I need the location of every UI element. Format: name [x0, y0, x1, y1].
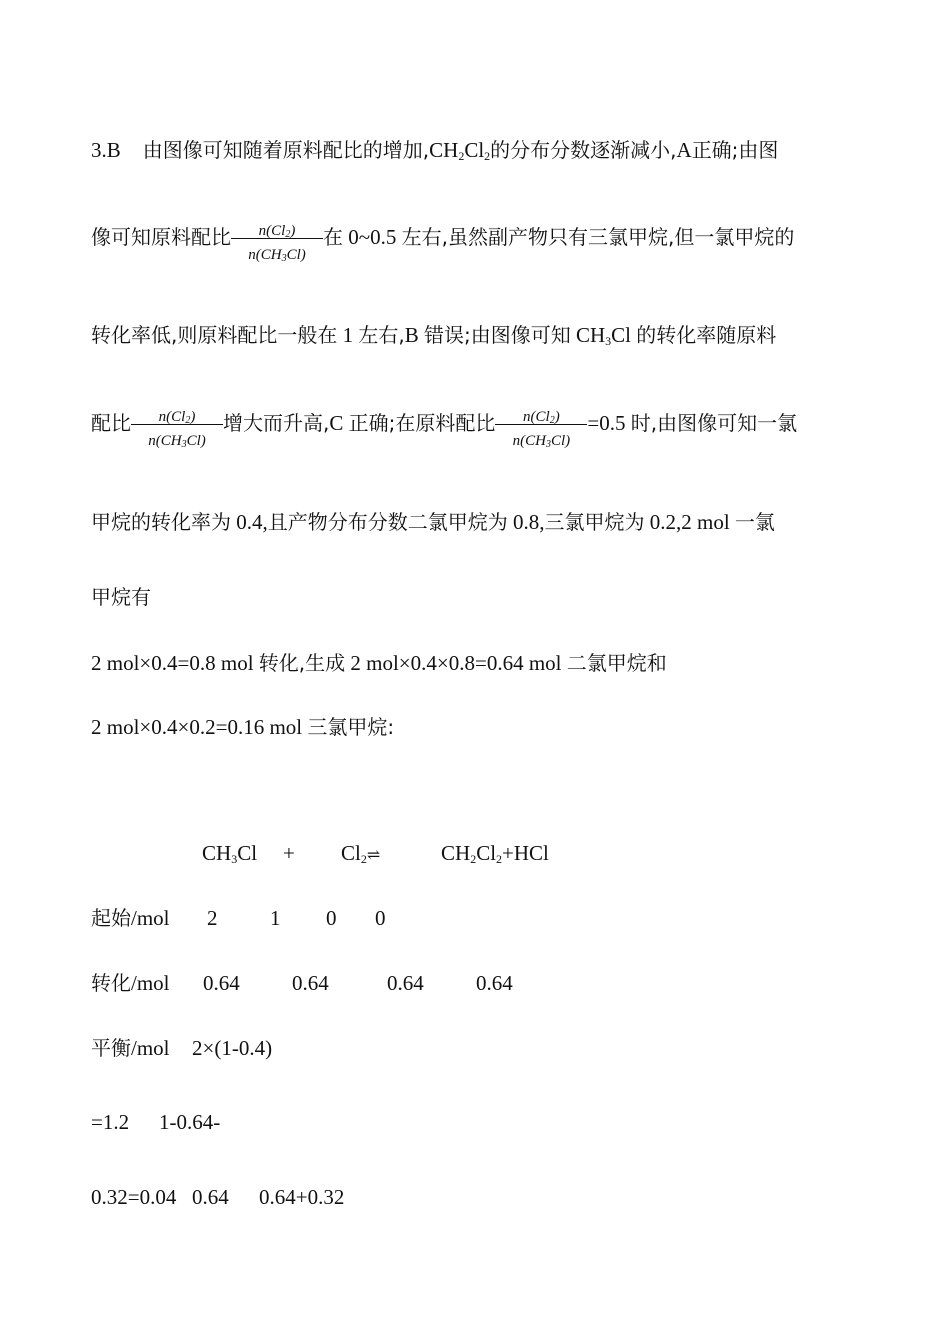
table-cell: 1-0.64-	[159, 1110, 221, 1134]
table-cell: 2	[207, 906, 218, 930]
table-cell: 0.64	[292, 971, 329, 995]
paragraph-line-3: 转化率低,则原料配比一般在 1 左右,B 错误;由图像可知 $CH_3Cl$ 的转化率随原料	[91, 323, 777, 348]
plus-sign: +	[283, 841, 295, 865]
table-cell: =1.2	[91, 1110, 130, 1134]
reactant-cl2: $Cl_2\rightleftharpoons$	[341, 841, 381, 866]
ratio-fraction: $\frac{n(Cl_2)}{n(CH_3Cl)}$	[495, 410, 587, 440]
table-cell: 1	[270, 906, 281, 930]
ratio-fraction: $\frac{n(Cl_2)}{n(CH_3Cl)}$	[131, 410, 223, 440]
paragraph-line-8: 2 mol×0.4×0.2=0.16 mol 三氯甲烷:	[91, 715, 395, 739]
reactant-ch3cl: $CH_3Cl$	[202, 841, 258, 866]
table-cell: 0.64	[387, 971, 424, 995]
table-cell: 0.64	[476, 971, 513, 995]
paragraph-line-2: 像可知原料配比 $\frac{n(Cl_2)}{n(CH_3Cl)}$ 在 0~0.5 左右,虽然副产物只有三氯甲烷,但一氯甲烷的	[91, 223, 795, 265]
table-cell: 0.64	[203, 971, 240, 995]
table-cell: 0.64	[192, 1185, 229, 1209]
table-cell: 0.32=0.04	[91, 1185, 177, 1209]
ratio-fraction: $\frac{n(Cl_2)}{n(CH_3Cl)}$	[231, 224, 323, 254]
table-cell: 0.64+0.32	[259, 1185, 345, 1209]
row-label-change: 转化/mol	[91, 971, 170, 995]
paragraph-line-5: 甲烷的转化率为 0.4,且产物分布分数二氯甲烷为 0.8,三氯甲烷为 0.2,2 mol 一氯	[91, 510, 775, 534]
table-cell: 0	[375, 906, 386, 930]
paragraph-line-6: 甲烷有	[91, 585, 151, 609]
answer-label: 3.B	[91, 138, 121, 162]
paragraph-line-4: 配比 $\frac{n(Cl_2)}{n(CH_3Cl)}$ 增大而升高,C 正确;在原料配比 $\frac{n(Cl_2)}{n(CH_3Cl)}$ =0.5 时,由图像可知一氯	[91, 409, 798, 451]
row-label-equilibrium: 平衡/mol	[91, 1036, 170, 1060]
paragraph-line-1: 3.B 由图像可知随着原料配比的增加$,CH_2Cl_2$的分布分数逐渐减小,A正确;由图	[91, 138, 779, 163]
equilibrium-arrow: ⇌	[366, 847, 381, 864]
table-cell: 0	[326, 906, 337, 930]
products: $CH_2Cl_2+HCl$	[441, 841, 549, 866]
paragraph-line-7: 2 mol×0.4=0.8 mol 转化,生成 2 mol×0.4×0.8=0.64 mol 二氯甲烷和	[91, 651, 667, 675]
row-label-start: 起始/mol	[91, 906, 170, 930]
table-cell: 2×(1-0.4)	[192, 1036, 273, 1060]
